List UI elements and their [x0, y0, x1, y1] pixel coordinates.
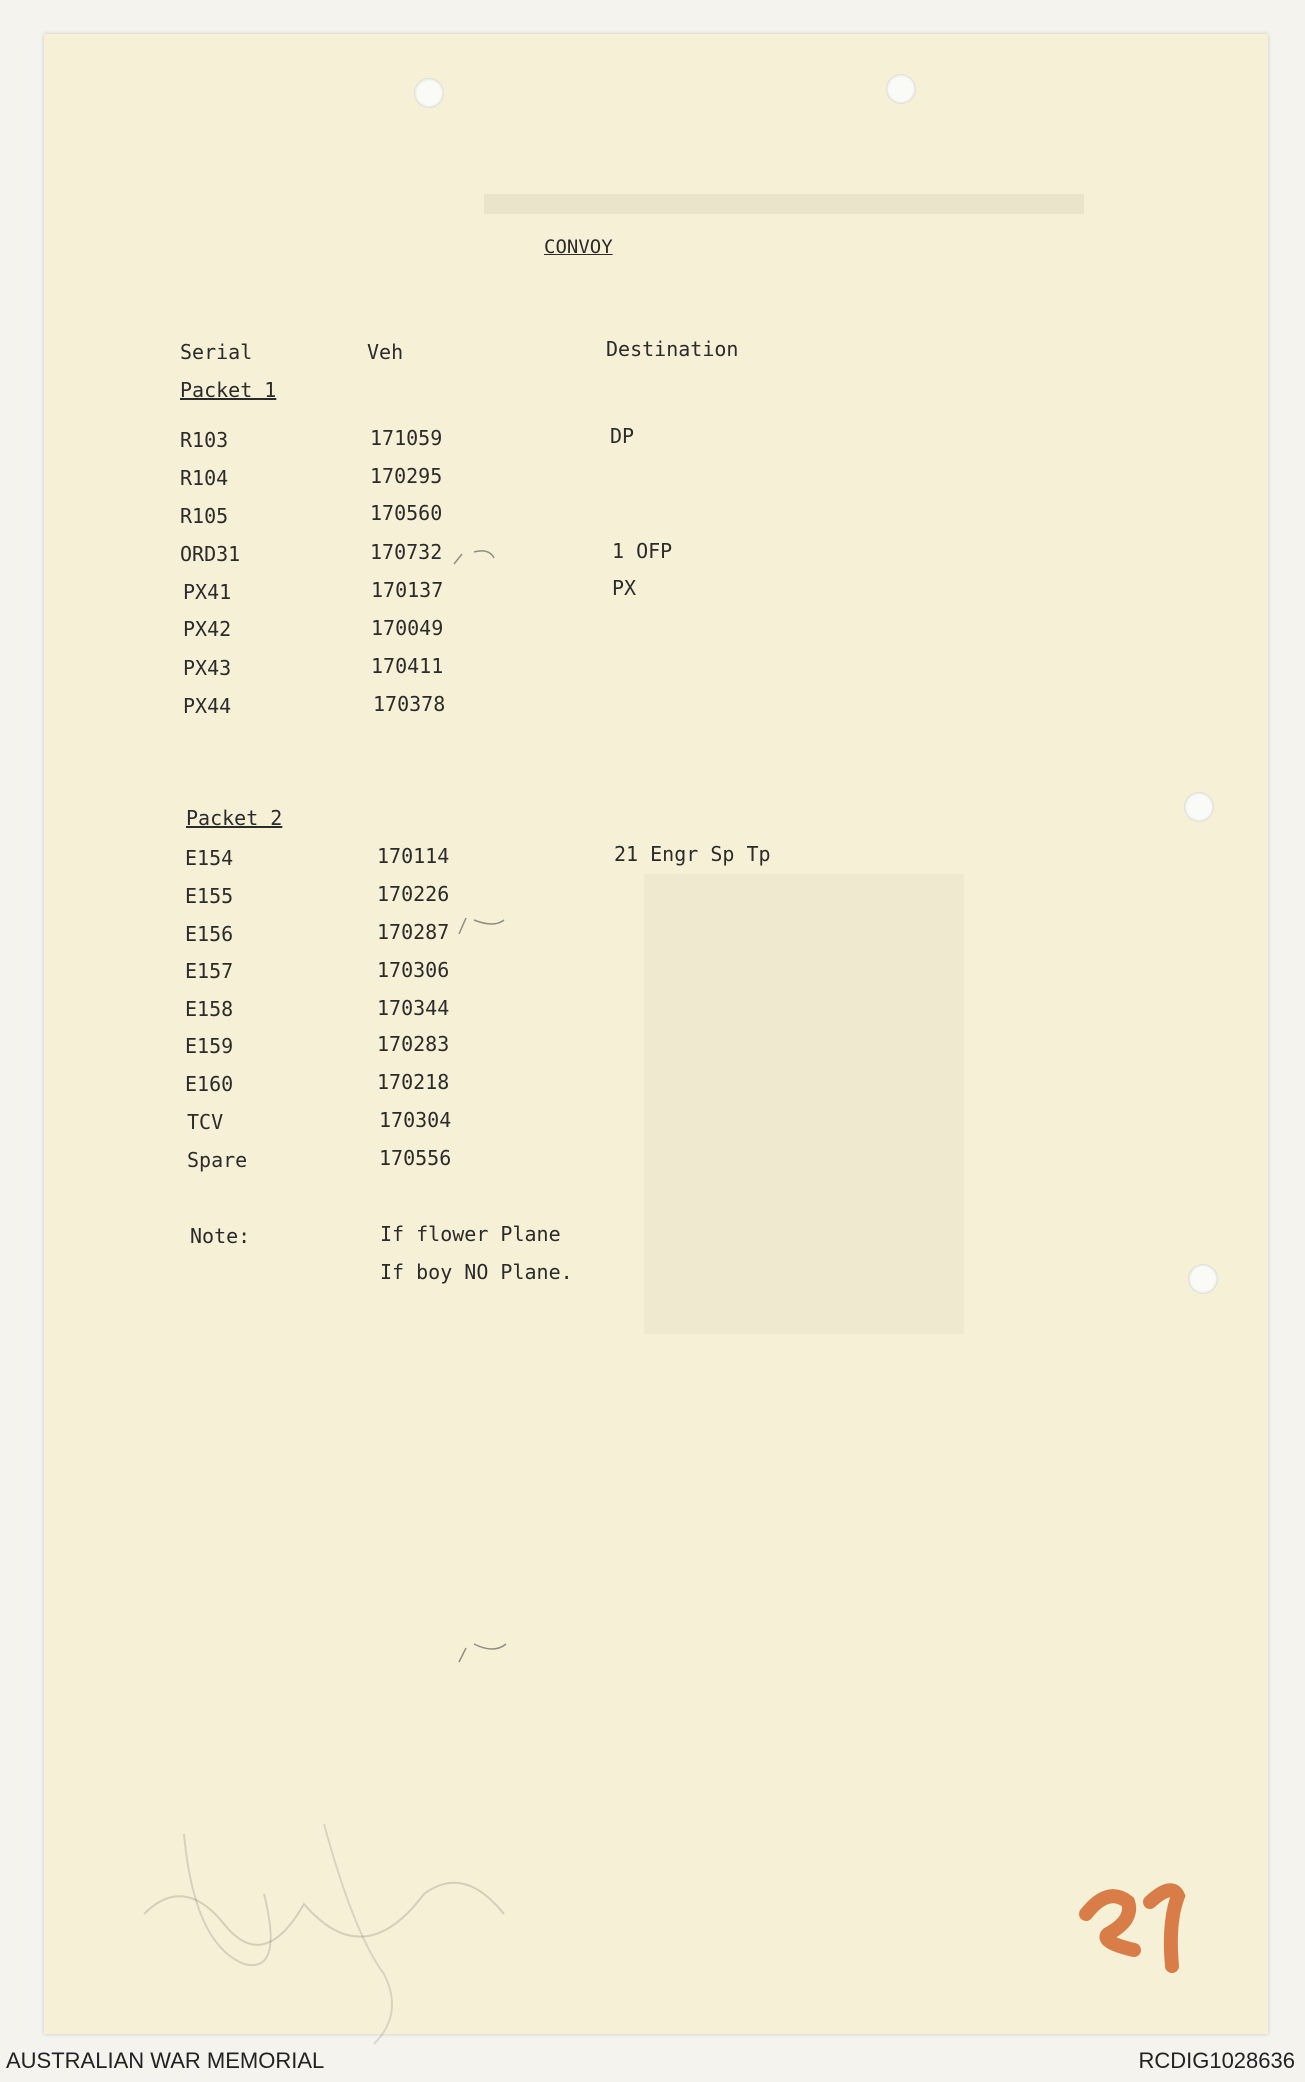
- veh-cell: 170732: [370, 540, 443, 564]
- serial-cell: PX44: [183, 694, 232, 718]
- veh-cell: 170411: [371, 654, 444, 678]
- header-destination: Destination: [606, 337, 739, 361]
- veh-cell: 171059: [370, 426, 443, 450]
- serial-cell: PX41: [183, 580, 232, 604]
- punch-hole: [1188, 1264, 1218, 1294]
- veh-cell: 170556: [379, 1146, 452, 1170]
- serial-cell: E159: [185, 1034, 234, 1058]
- punch-hole: [414, 78, 444, 108]
- header-serial: Serial: [180, 340, 253, 364]
- veh-cell: 170218: [377, 1070, 450, 1094]
- serial-cell: E154: [185, 846, 234, 870]
- header-veh: Veh: [367, 340, 404, 364]
- serial-cell: R103: [180, 428, 229, 452]
- veh-cell: 170295: [370, 464, 443, 488]
- document-title: CONVOY: [544, 236, 613, 258]
- serial-cell: E156: [185, 922, 234, 946]
- serial-cell: E157: [185, 959, 234, 983]
- veh-cell: 170114: [377, 844, 450, 868]
- veh-cell: 170049: [371, 616, 444, 640]
- destination-cell: 1 OFP: [612, 539, 673, 563]
- footer-right: RCDIG1028636: [1138, 2048, 1295, 2073]
- veh-cell: 170378: [373, 692, 446, 716]
- veh-cell: 170137: [371, 578, 444, 602]
- serial-cell: ORD31: [180, 542, 241, 566]
- veh-cell: 170287: [377, 920, 450, 944]
- destination-cell: 21 Engr Sp Tp: [614, 842, 771, 866]
- punch-hole: [886, 74, 916, 104]
- punch-hole: [1184, 792, 1214, 822]
- signature-bleed-through: [124, 1774, 544, 2074]
- serial-cell: R104: [180, 466, 229, 490]
- note-line-1: If flower Plane: [380, 1222, 561, 1246]
- serial-cell: TCV: [187, 1110, 224, 1134]
- serial-cell: R105: [180, 504, 229, 528]
- veh-cell: 170306: [377, 958, 450, 982]
- veh-cell: 170283: [377, 1032, 450, 1056]
- serial-cell: E158: [185, 997, 234, 1021]
- serial-cell: PX43: [183, 656, 232, 680]
- folio-number-mark: [1068, 1862, 1228, 2002]
- destination-cell: DP: [610, 424, 635, 448]
- bleed-through-block: [644, 874, 964, 1334]
- document-page: [44, 34, 1268, 2034]
- pencil-tick-marks: [344, 514, 604, 1694]
- veh-cell: 170560: [370, 501, 443, 525]
- packet-2-heading: Packet 2: [186, 806, 283, 830]
- veh-cell: 170304: [379, 1108, 452, 1132]
- serial-cell: E160: [185, 1072, 234, 1096]
- note-line-2: If boy NO Plane.: [380, 1260, 573, 1284]
- serial-cell: E155: [185, 884, 234, 908]
- serial-cell: PX42: [183, 617, 232, 641]
- veh-cell: 170226: [377, 882, 450, 906]
- bleed-through-block: [484, 194, 1084, 214]
- packet-1-heading: Packet 1: [180, 378, 277, 402]
- footer-left: AUSTRALIAN WAR MEMORIAL: [6, 2048, 325, 2073]
- destination-cell: PX: [612, 576, 637, 600]
- veh-cell: 170344: [377, 996, 450, 1020]
- serial-cell: Spare: [187, 1148, 248, 1172]
- note-label: Note:: [190, 1224, 251, 1248]
